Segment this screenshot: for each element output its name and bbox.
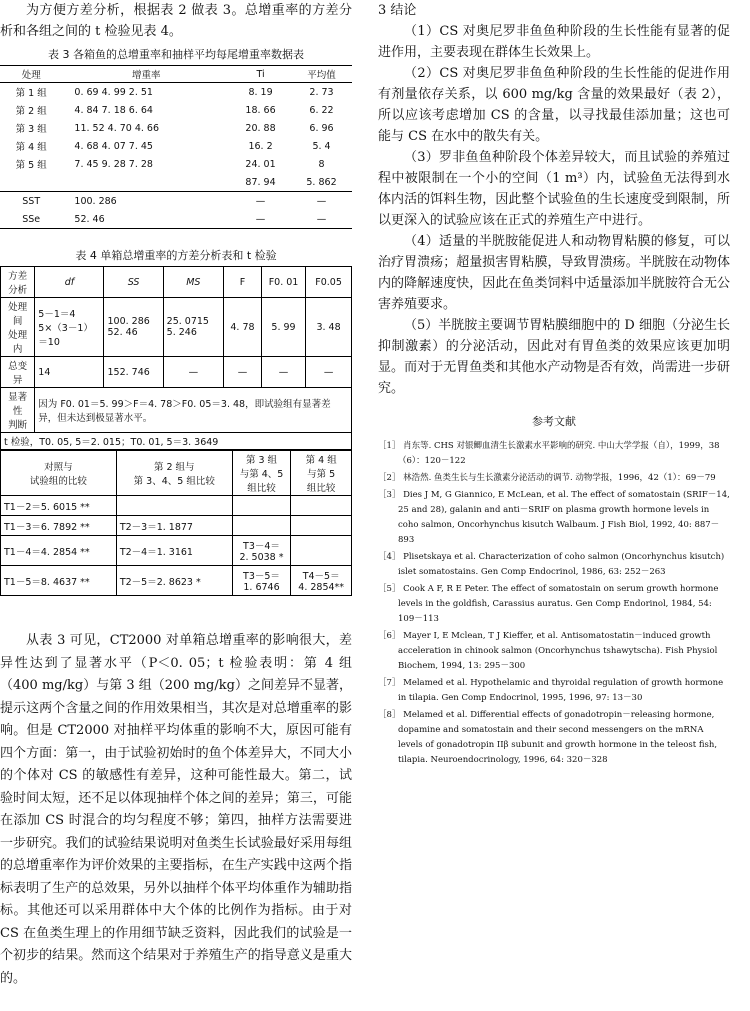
cell: 3. 48	[306, 298, 352, 357]
reference-item: ［6］ Mayer I, E Mclean, T J Kieffer, et al. Antisomatostatin－induced growth acceleration in chinook salmon (Oncorhynchus tshawytscha). Fish Physiol Biochem, 1994, 13: 295－300	[378, 631, 718, 671]
cell	[291, 536, 352, 566]
cell: 152. 746	[104, 357, 163, 388]
table-row	[0, 173, 352, 192]
conclusion-paragraph: （1）CS 对奥尼罗非鱼鱼种阶段的生长性能有显著的促进作用，主要表现在群体生长效果上。	[378, 24, 730, 60]
cell: 5. 4	[312, 140, 331, 152]
cell: 0. 69 4. 99 2. 51	[74, 86, 153, 98]
cell: —	[230, 192, 291, 211]
intro-paragraph: 为方便方差分析，根据表 2 做表 3。总增重率的方差分析和各组之间的 t 检验见表 4。	[0, 3, 352, 39]
cell: T3－5＝ 1. 6746	[232, 566, 291, 596]
cell: —	[255, 213, 266, 225]
table-row	[0, 155, 352, 173]
table-row	[1, 357, 352, 388]
section-heading: 3 结论	[378, 3, 417, 18]
table3-header: Ti	[230, 66, 291, 83]
cell: 24. 01	[245, 158, 276, 170]
cell: —	[261, 357, 305, 388]
cell: 25. 0715 5. 246	[163, 298, 223, 357]
table-row	[0, 192, 352, 211]
reference-item: ［2］ 林浩然. 鱼类生长与生长激素分泌活动的调节. 动物学报，1996，42（1）：69－79	[378, 473, 716, 483]
table4-caption: 表 4 单箱总增重率的方差分析表和 t 检验	[75, 249, 277, 262]
table3	[0, 65, 352, 229]
cell: T1－2＝5. 6015 **	[1, 496, 117, 516]
cell: SS	[104, 267, 163, 298]
cell: —	[291, 192, 352, 211]
cell: 4. 84 7. 18 6. 64	[74, 104, 153, 116]
cell: MS	[163, 267, 223, 298]
table-row	[0, 137, 352, 155]
cell: 4. 68 4. 07 7. 45	[74, 140, 153, 152]
cell: 方差分析	[1, 267, 35, 298]
cell	[62, 173, 230, 192]
reference-item: ［1］ 肖东等. CHS 对银鲫血清生长激素水平影响的研究. 中山大学学报（自），1999，38（6）：120－122	[378, 441, 720, 466]
cell	[232, 496, 291, 516]
cell: 处理间 处理内	[1, 298, 35, 357]
cell: 100. 286 52. 46	[104, 298, 163, 357]
cell: 5. 862	[306, 176, 337, 188]
table-row	[1, 451, 352, 496]
cell: SSe	[22, 213, 41, 225]
cell: 4. 78	[224, 298, 262, 357]
cell: 5. 99	[261, 298, 305, 357]
cell	[291, 496, 352, 516]
table-row	[1, 267, 352, 298]
table-row	[0, 83, 352, 102]
cell: 52. 46	[74, 213, 105, 225]
cell	[291, 516, 352, 536]
cell: 因为 F0. 01＝5. 99＞F＝4. 78＞F0. 05＝3. 48，即试验组有显著差异，但未达到极显著水平。	[35, 388, 352, 433]
cell: T2－3＝1. 1877	[116, 516, 232, 536]
cell: SST	[0, 192, 62, 211]
table-row	[0, 119, 352, 137]
cell: F0.05	[306, 267, 352, 298]
cell: —	[316, 213, 327, 225]
cell	[0, 173, 62, 192]
cell: 14	[35, 357, 104, 388]
conclusion-paragraph: （4）适量的半胱胺能促进人和动物胃粘膜的修复，可以治疗胃溃疡；超量损害胃粘膜，导致胃溃疡。半胱胺在动物体内的降解速度快，因此在鱼类饲料中适量添加半胱胺符合无公害养殖要求。	[378, 234, 730, 312]
reference-item: ［7］ Melamed et al. Hypothelamic and thyroidal regulation of growth hormone in tilapia. Gen Comp Endocrinol, 1995, 1996, 97: 13－30	[378, 678, 724, 703]
cell: —	[163, 357, 223, 388]
cell: 20. 88	[245, 122, 276, 134]
table4-ttest	[0, 450, 352, 596]
table3-header: 平均值	[291, 66, 352, 83]
reference-item: ［3］ Dies J M, G Giannico, E McLean, et al. The effect of somatostain (SRIF－14, 25 and 28), galanin and anti－SRIF on plasma growth hormone levels in coho salmon, Oncorhynchus kisutch Walbaum. J Fish Biol, 1992, 40: 887－893	[378, 490, 730, 545]
conclusion-paragraph: （2）CS 对奥尼罗非鱼鱼种阶段的生长性能的促进作用有剂量依存关系，以 600 mg/kg 含量的效果最好（表 2），所以应该考虑增加 CS 的含量，以寻找最佳添加量；这也可能与 CS 在水中的散失有关。	[378, 66, 730, 144]
cell: F0. 01	[261, 267, 305, 298]
cell: —	[224, 357, 262, 388]
table-row	[0, 101, 352, 119]
cell: T1－3＝6. 7892 **	[1, 516, 117, 536]
cell: 第 2 组与 第 3、4、5 组比较	[116, 451, 232, 496]
cell: T2－5＝2. 8623 *	[116, 566, 232, 596]
reference-item: ［8］ Melamed et al. Differential effects of gonadotropin－releasing hormone, dopamine and somatostain and their second messengers on the mRNA levels of gonadotropin IIβ subunit and growth hormone in the teleost fish, tilapia. Neuroendocrinology, 1996, 64: 320－328	[378, 710, 718, 765]
cell: —	[306, 357, 352, 388]
cell: 87. 94	[245, 176, 276, 188]
table3-header: 增重率	[62, 66, 230, 83]
table-row	[1, 536, 352, 566]
cell: T1－5＝8. 4637 **	[1, 566, 117, 596]
cell: 第 5 组	[15, 160, 47, 171]
cell: T4－5＝ 4. 2854**	[291, 566, 352, 596]
cell: 6. 22	[309, 104, 334, 116]
table-row	[1, 298, 352, 357]
left-column	[0, 0, 352, 990]
cell: 对照与 试验组的比较	[1, 451, 117, 496]
cell: 100. 286	[62, 192, 230, 211]
cell: 第 4 组 与第 5 组比较	[291, 451, 352, 496]
table-row	[1, 566, 352, 596]
reference-item: ［4］ Plisetskaya et al. Characterization of coho salmon (Oncorhynchus kisutch) islet somatostains. Gen Comp Endocrinol, 1986, 63: 252－263	[378, 552, 725, 577]
cell	[116, 496, 232, 516]
cell: 6. 96	[309, 122, 334, 134]
conclusion-paragraph: （3）罗非鱼鱼种阶段个体差异较大，而且试验的养殖过程中被限制在一个小的空间（1 m³）内，试验鱼无法得到水体内活的饵料生物，因此整个试验鱼的生长速度受到限制，所以更深入的试验应该在正式的养殖生产中进行。	[378, 150, 730, 228]
cell: T3－4＝ 2. 5038 *	[232, 536, 291, 566]
cell: 第 1 组	[15, 88, 47, 99]
table-row	[1, 433, 352, 450]
cell: 5－1＝4 5×（3－1） ＝10	[35, 298, 104, 357]
cell: 第 4 组	[15, 142, 47, 153]
table-row	[1, 388, 352, 433]
reference-item: ［5］ Cook A F, R E Peter. The effect of somatostain on serum growth hormone levels in the goldfish, Carassius auratus. Gen Comp Endorinol, 1984, 54: 109－113	[378, 584, 719, 624]
cell: 第 3 组 与第 4、5 组比较	[232, 451, 291, 496]
cell: 18. 66	[245, 104, 276, 116]
cell	[232, 516, 291, 536]
table-row	[1, 496, 352, 516]
table-row	[0, 210, 352, 229]
discussion-paragraph: 从表 3 可见，CT2000 对单箱总增重率的影响很大，差异性达到了显著水平（P＜0. 05；t 检验表明：第 4 组（400 mg/kg）与第 3 组（200 mg/kg）之间差异不显著，提示这两个含量之间的作用效果相当，其次是对总增重率的影响。但是 CT2000 对抽样平均体重的影响不大，原因可能有四个方面：第一，由于试验初始时的鱼个体差异大，不同大小的个体对 CS 的敏感性有差异，这种可能性最大。第二，试验时间太短，还不足以体现抽样个体之间的差异；第三，可能在添加 CS 时混合的均匀程度不够；第四，抽样方法需要进一步研究。我们的试验结果说明对鱼类生长试验最好采用每组的总增重率作为评价效果的主要指标，在生产实践中这两个指标表明了生产的总效果，另外以抽样个体平均体重作为辅助指标。其他还可以采用群体中大个体的比例作为指标。由于对 CS 在鱼类生理上的作用细节缺乏资料，因此我们的试验是一个初步的结果。然而这个结果对于养殖生产的指导意义是重大的。	[0, 633, 352, 986]
cell: 总变异	[1, 357, 35, 388]
cell: 2. 73	[309, 86, 334, 98]
right-column	[378, 0, 730, 770]
table-row	[1, 516, 352, 536]
conclusion-paragraph: （5）半胱胺主要调节胃粘膜细胞中的 D 细胞（分泌生长抑制激素）的分泌活动，因此对有胃鱼类的效果应该更加明显。而对于无胃鱼类和其他水产动物是否有效，尚需进一步研究。	[378, 318, 730, 396]
cell: T2－4＝1. 3161	[116, 536, 232, 566]
cell: 第 3 组	[15, 124, 47, 135]
cell: 显著性 判断	[1, 388, 35, 433]
cell: 7. 45 9. 28 7. 28	[74, 158, 153, 170]
cell: 11. 52 4. 70 4. 66	[74, 122, 160, 134]
references-title: 参考文献	[532, 415, 576, 428]
cell: t 检验，T0. 05, 5＝2. 015；T0. 01, 5＝3. 3649	[1, 433, 352, 450]
cell: 8	[318, 158, 325, 170]
table3-caption: 表 3 各箱鱼的总增重率和抽样平均每尾增重率数据表	[48, 48, 304, 61]
cell: T1－4＝4. 2854 **	[1, 536, 117, 566]
table3-header: 处理	[0, 66, 62, 83]
cell: df	[35, 267, 104, 298]
cell: 16. 2	[248, 140, 273, 152]
cell: 第 2 组	[15, 106, 47, 117]
cell: 8. 19	[248, 86, 273, 98]
table4	[0, 266, 352, 450]
cell: F	[224, 267, 262, 298]
